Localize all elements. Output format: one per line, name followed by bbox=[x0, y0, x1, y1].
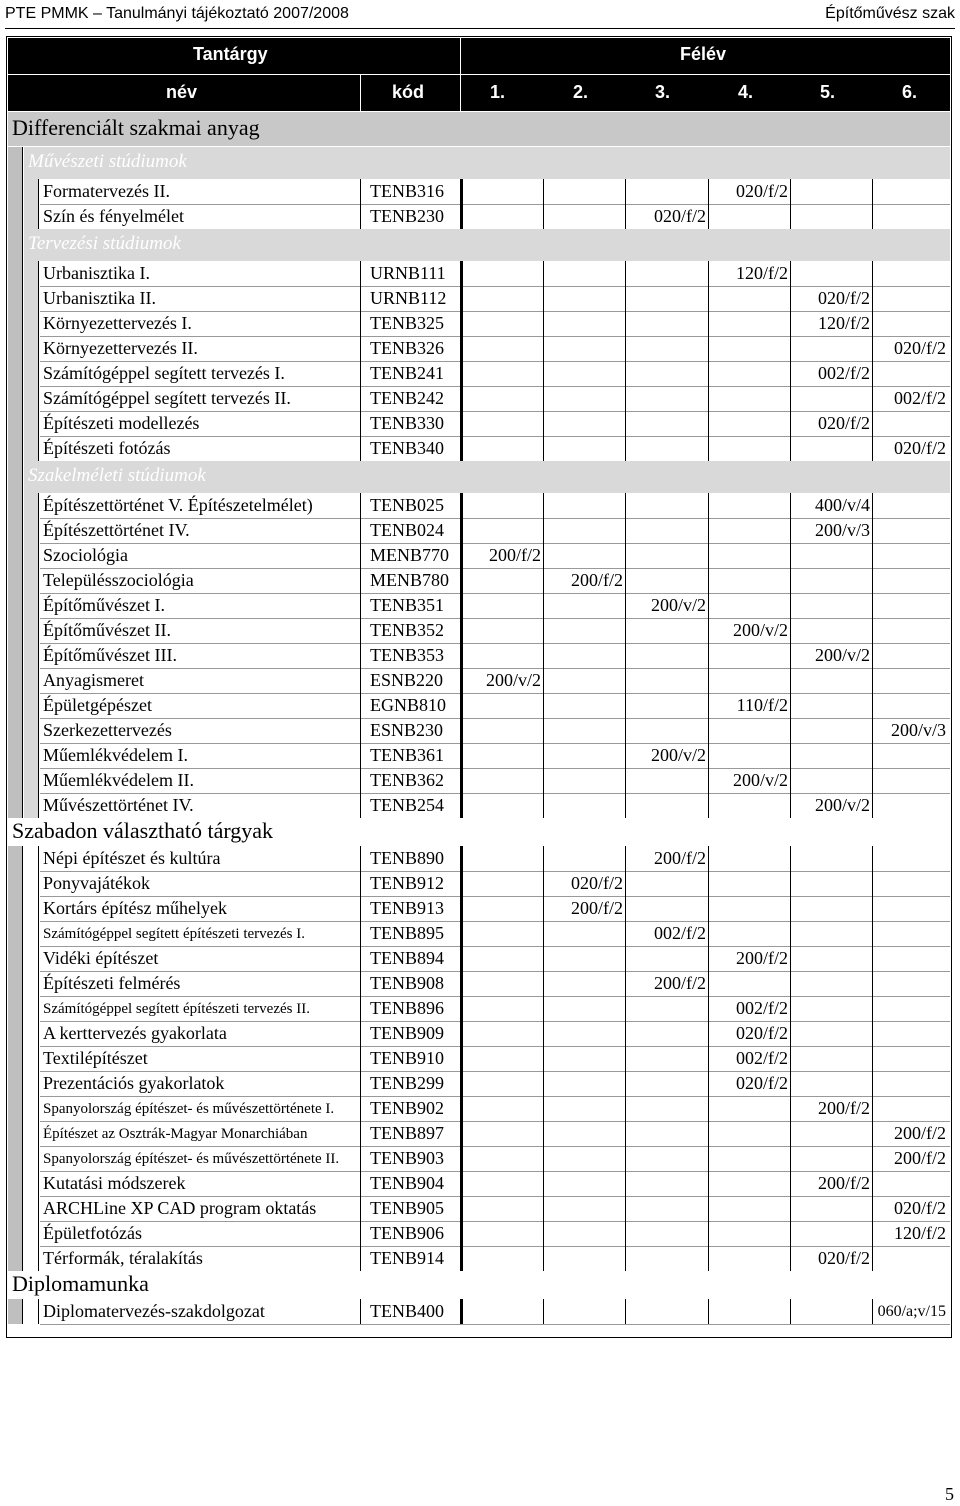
subject-code: MENB780 bbox=[370, 570, 450, 590]
table-row bbox=[40, 1046, 950, 1072]
subject-name: Textilépítészet bbox=[43, 1048, 148, 1068]
row-gutter bbox=[24, 261, 39, 461]
subject-name: Épületfotózás bbox=[43, 1223, 142, 1243]
subject-code: TENB230 bbox=[370, 206, 444, 226]
subject-code: TENB361 bbox=[370, 745, 444, 765]
semester-value: 020/f/2 bbox=[736, 1073, 788, 1093]
semester-value: 200/f/2 bbox=[894, 1123, 946, 1143]
column-divider bbox=[872, 261, 873, 461]
semester-value: 020/f/2 bbox=[736, 1023, 788, 1043]
subject-code: TENB352 bbox=[370, 620, 444, 640]
subject-code: TENB325 bbox=[370, 313, 444, 333]
column-divider bbox=[625, 261, 626, 461]
section-band bbox=[8, 112, 950, 146]
semester-value: 020/f/2 bbox=[818, 1248, 870, 1268]
page-number: 5 bbox=[945, 1484, 954, 1504]
semester-value: 020/f/2 bbox=[736, 181, 788, 201]
table-row bbox=[40, 846, 950, 872]
subject-name: Számítógéppel segített tervezés I. bbox=[43, 363, 285, 383]
subject-code: ESNB230 bbox=[370, 720, 444, 740]
semester-value: 200/f/2 bbox=[894, 1148, 946, 1168]
table-row bbox=[40, 618, 950, 644]
row-gutter bbox=[24, 1299, 39, 1324]
semester-3-heading: 3. bbox=[655, 82, 671, 102]
subject-name: Urbanisztika I. bbox=[43, 263, 150, 283]
semester-value: 002/f/2 bbox=[654, 923, 706, 943]
subject-name: Számítógéppel segített építészeti tervezés I. bbox=[43, 926, 305, 942]
subject-name: Építőművészet I. bbox=[43, 595, 165, 615]
subject-code: TENB908 bbox=[370, 973, 444, 993]
column-divider bbox=[543, 493, 544, 818]
column-divider bbox=[625, 1299, 626, 1324]
column-divider bbox=[790, 493, 791, 818]
table-row bbox=[40, 311, 950, 337]
subject-name: Vidéki építészet bbox=[43, 948, 159, 968]
semester-value: 120/f/2 bbox=[736, 263, 788, 283]
subject-name: Népi építészet és kultúra bbox=[43, 848, 221, 868]
column-divider bbox=[625, 493, 626, 818]
row-gutter bbox=[8, 147, 23, 179]
subject-name: Építészeti felmérés bbox=[43, 973, 181, 993]
column-divider bbox=[543, 179, 544, 229]
subject-code: TENB912 bbox=[370, 873, 444, 893]
subject-name: Diplomatervezés-szakdolgozat bbox=[43, 1301, 265, 1321]
semester-value: 020/f/2 bbox=[818, 413, 870, 433]
subject-name: Településszociológia bbox=[43, 570, 194, 590]
subsection-title: Művészeti stúdiumok bbox=[28, 151, 187, 172]
subject-code: TENB353 bbox=[370, 645, 444, 665]
column-divider bbox=[708, 261, 709, 461]
subject-name: Spanyolország építészet- és művészettörténete I. bbox=[43, 1101, 335, 1117]
semester-4-heading: 4. bbox=[738, 82, 754, 102]
section-band bbox=[8, 1271, 950, 1297]
table-row bbox=[40, 971, 950, 997]
section-title: Differenciált szakmai anyag bbox=[12, 115, 260, 140]
subject-code: TENB914 bbox=[370, 1248, 444, 1268]
table-row bbox=[40, 361, 950, 387]
subject-name: Szerkezettervezés bbox=[43, 720, 172, 740]
table-row bbox=[40, 946, 950, 972]
row-gutter bbox=[8, 179, 23, 229]
column-divider bbox=[460, 846, 463, 1271]
semester-value: 002/f/2 bbox=[736, 1048, 788, 1068]
subject-code: URNB112 bbox=[370, 288, 447, 308]
subject-name: Anyagismeret bbox=[43, 670, 144, 690]
semester-value: 200/v/3 bbox=[814, 520, 870, 540]
subsection-band bbox=[24, 229, 950, 261]
semester-value: 020/f/2 bbox=[571, 873, 623, 893]
semester-value: 200/f/2 bbox=[654, 848, 706, 868]
table-row bbox=[40, 261, 950, 287]
subject-name: Prezentációs gyakorlatok bbox=[43, 1073, 225, 1093]
subject-name: Formatervezés II. bbox=[43, 181, 170, 201]
header-left: PTE PMMK – Tanulmányi tájékoztató 2007/2008 bbox=[5, 5, 349, 22]
table-header-top bbox=[8, 38, 950, 74]
table-row bbox=[40, 593, 950, 619]
subject-code: TENB904 bbox=[370, 1173, 444, 1193]
table-row bbox=[40, 568, 950, 594]
row-gutter bbox=[24, 846, 39, 1271]
semester-value: 002/f/2 bbox=[894, 388, 946, 408]
table-row bbox=[40, 179, 950, 205]
subject-code: TENB905 bbox=[370, 1198, 444, 1218]
subject-name: Szín és fényelmélet bbox=[43, 206, 184, 226]
subject-code: TENB254 bbox=[370, 795, 444, 815]
semester-heading: Félév bbox=[680, 44, 727, 64]
row-gutter bbox=[8, 229, 23, 261]
subject-name: Szociológia bbox=[43, 545, 128, 565]
semester-value: 200/f/2 bbox=[489, 545, 541, 565]
column-divider bbox=[360, 493, 361, 818]
semester-value: 002/f/2 bbox=[736, 998, 788, 1018]
subject-code: TENB316 bbox=[370, 181, 444, 201]
section-band bbox=[8, 818, 950, 844]
table-row bbox=[40, 543, 950, 569]
table-row bbox=[40, 1221, 950, 1247]
semester-value: 110/f/2 bbox=[736, 695, 788, 715]
subject-name: Építészeti modellezés bbox=[43, 413, 200, 433]
table-row bbox=[40, 643, 950, 669]
semester-value: 020/f/2 bbox=[894, 338, 946, 358]
table-row bbox=[40, 1121, 950, 1147]
semester-value: 400/v/4 bbox=[814, 495, 870, 515]
table-row bbox=[40, 386, 950, 412]
semester-value: 200/f/2 bbox=[818, 1098, 870, 1118]
subject-name: Építészettörténet V. Építészetelmélet) bbox=[43, 495, 313, 515]
subject-name: Környezettervezés II. bbox=[43, 338, 198, 358]
semester-value: 200/f/2 bbox=[571, 898, 623, 918]
semester-value: 200/v/2 bbox=[650, 595, 706, 615]
name-heading: név bbox=[166, 82, 198, 102]
subject-name: Építészet az Osztrák-Magyar Monarchiában bbox=[43, 1126, 308, 1142]
column-divider bbox=[360, 179, 361, 229]
header-divider bbox=[360, 75, 361, 111]
row-gutter bbox=[24, 493, 39, 818]
subsection-title: Tervezési stúdiumok bbox=[28, 233, 181, 254]
subject-code: TENB906 bbox=[370, 1223, 444, 1243]
row-gutter bbox=[24, 179, 39, 229]
subject-code: TENB362 bbox=[370, 770, 444, 790]
semester-value: 002/f/2 bbox=[818, 363, 870, 383]
table-row bbox=[40, 1096, 950, 1122]
subsection-title: Szakelméleti stúdiumok bbox=[28, 465, 206, 486]
semester-value: 200/v/2 bbox=[650, 745, 706, 765]
column-divider bbox=[625, 846, 626, 1271]
row-gutter bbox=[8, 1299, 23, 1324]
semester-value: 200/f/2 bbox=[571, 570, 623, 590]
subject-name: Építőművészet III. bbox=[43, 645, 177, 665]
semester-value: 020/f/2 bbox=[818, 288, 870, 308]
subject-code: TENB330 bbox=[370, 413, 444, 433]
subject-code: TENB340 bbox=[370, 438, 444, 458]
semester-value: 200/v/3 bbox=[890, 720, 946, 740]
subsection-band bbox=[24, 461, 950, 493]
subject-name: Műemlékvédelem I. bbox=[43, 745, 188, 765]
subject-name: Urbanisztika II. bbox=[43, 288, 156, 308]
subject-name: Számítógéppel segített tervezés II. bbox=[43, 388, 291, 408]
column-divider bbox=[543, 1299, 544, 1324]
table-header-bottom bbox=[8, 75, 950, 111]
column-divider bbox=[360, 1299, 361, 1324]
column-divider bbox=[543, 261, 544, 461]
table-row bbox=[40, 693, 950, 719]
subject-code: TENB351 bbox=[370, 595, 444, 615]
table-row bbox=[40, 286, 950, 312]
subject-name: Kutatási módszerek bbox=[43, 1173, 186, 1193]
row-gutter bbox=[8, 261, 23, 461]
table-row bbox=[40, 1021, 950, 1047]
header-rule bbox=[5, 28, 955, 29]
subject-code: URNB111 bbox=[370, 263, 446, 283]
subject-name: Épületgépészet bbox=[43, 695, 152, 715]
subject-name: Térformák, téralakítás bbox=[43, 1248, 203, 1268]
subject-name: Műemlékvédelem II. bbox=[43, 770, 194, 790]
subject-name: A kerttervezés gyakorlata bbox=[43, 1023, 227, 1043]
subject-name: Környezettervezés I. bbox=[43, 313, 192, 333]
table-row bbox=[40, 921, 950, 947]
subject-code: TENB896 bbox=[370, 998, 444, 1018]
row-gutter bbox=[8, 846, 23, 1271]
column-divider bbox=[460, 179, 463, 229]
header-divider bbox=[460, 38, 461, 74]
subject-code: TENB909 bbox=[370, 1023, 444, 1043]
column-divider bbox=[872, 846, 873, 1271]
subject-code: TENB400 bbox=[370, 1301, 444, 1321]
table-row bbox=[40, 793, 950, 819]
subject-code: TENB025 bbox=[370, 495, 444, 515]
semester-5-heading: 5. bbox=[820, 82, 836, 102]
table-row bbox=[40, 1246, 950, 1272]
semester-value: 060/a;v/15 bbox=[877, 1303, 946, 1320]
semester-value: 200/v/2 bbox=[732, 770, 788, 790]
subject-code: ESNB220 bbox=[370, 670, 444, 690]
subject-name: Ponyvajátékok bbox=[43, 873, 150, 893]
subject-name: Spanyolország építészet- és művészettörténete II. bbox=[43, 1151, 340, 1167]
subject-code: TENB024 bbox=[370, 520, 444, 540]
table-row bbox=[40, 1196, 950, 1222]
subject-code: TENB910 bbox=[370, 1048, 444, 1068]
column-divider bbox=[460, 261, 463, 461]
subject-heading: Tantárgy bbox=[193, 44, 268, 64]
table-row bbox=[40, 871, 950, 897]
table-row bbox=[40, 668, 950, 694]
subject-code: TENB894 bbox=[370, 948, 444, 968]
semester-value: 200/f/2 bbox=[736, 948, 788, 968]
subject-code: TENB326 bbox=[370, 338, 444, 358]
semester-value: 200/v/2 bbox=[732, 620, 788, 640]
row-gutter bbox=[8, 461, 23, 493]
semester-value: 200/f/2 bbox=[818, 1173, 870, 1193]
semester-value: 020/f/2 bbox=[894, 1198, 946, 1218]
semester-value: 020/f/2 bbox=[654, 206, 706, 226]
subject-code: EGNB810 bbox=[370, 695, 446, 715]
table-row bbox=[40, 1071, 950, 1097]
table-row bbox=[40, 204, 950, 230]
subject-name: Számítógéppel segített építészeti tervezés II. bbox=[43, 1001, 310, 1017]
column-divider bbox=[708, 1299, 709, 1324]
column-divider bbox=[790, 1299, 791, 1324]
column-divider bbox=[360, 846, 361, 1271]
column-divider bbox=[360, 261, 361, 461]
semester-value: 200/f/2 bbox=[654, 973, 706, 993]
row-gutter bbox=[8, 493, 23, 818]
column-divider bbox=[625, 179, 626, 229]
subsection-band bbox=[24, 147, 950, 179]
semester-value: 200/v/2 bbox=[814, 795, 870, 815]
code-heading: kód bbox=[392, 82, 425, 102]
table-row bbox=[40, 996, 950, 1022]
subject-name: Kortárs építész műhelyek bbox=[43, 898, 227, 918]
column-divider bbox=[460, 1299, 463, 1324]
column-divider bbox=[543, 846, 544, 1271]
subject-code: TENB903 bbox=[370, 1148, 444, 1168]
subject-code: TENB890 bbox=[370, 848, 444, 868]
subject-name: Építőművészet II. bbox=[43, 620, 171, 640]
column-divider bbox=[708, 846, 709, 1271]
semester-value: 120/f/2 bbox=[894, 1223, 946, 1243]
table-row bbox=[40, 1299, 950, 1325]
semester-1-heading: 1. bbox=[490, 82, 506, 102]
semester-value: 020/f/2 bbox=[894, 438, 946, 458]
column-divider bbox=[872, 493, 873, 818]
header-right: Építőművész szak bbox=[825, 5, 955, 22]
subject-code: TENB299 bbox=[370, 1073, 444, 1093]
subject-name: Művészettörténet IV. bbox=[43, 795, 194, 815]
subject-code: TENB897 bbox=[370, 1123, 444, 1143]
column-divider bbox=[790, 179, 791, 229]
table-row bbox=[40, 768, 950, 794]
subject-code: TENB895 bbox=[370, 923, 444, 943]
subject-code: TENB902 bbox=[370, 1098, 444, 1118]
subject-code: TENB242 bbox=[370, 388, 444, 408]
table-row bbox=[40, 718, 950, 744]
subject-name: Építészettörténet IV. bbox=[43, 520, 190, 540]
column-divider bbox=[872, 179, 873, 229]
subject-code: TENB913 bbox=[370, 898, 444, 918]
subject-name: Építészeti fotózás bbox=[43, 438, 171, 458]
column-divider bbox=[460, 493, 463, 818]
table-row bbox=[40, 411, 950, 437]
section-title: Diplomamunka bbox=[12, 1271, 149, 1296]
table-row bbox=[40, 493, 950, 519]
table-row bbox=[40, 436, 950, 462]
table-row bbox=[40, 336, 950, 362]
subject-code: MENB770 bbox=[370, 545, 450, 565]
table-row bbox=[40, 1171, 950, 1197]
subject-name: ARCHLine XP CAD program oktatás bbox=[43, 1198, 317, 1218]
semester-2-heading: 2. bbox=[573, 82, 589, 102]
semester-value: 120/f/2 bbox=[818, 313, 870, 333]
column-divider bbox=[790, 261, 791, 461]
semester-value: 200/v/2 bbox=[814, 645, 870, 665]
column-divider bbox=[872, 1299, 873, 1324]
column-divider bbox=[790, 846, 791, 1271]
table-row bbox=[40, 743, 950, 769]
table-row bbox=[40, 1146, 950, 1172]
section-title: Szabadon választható tárgyak bbox=[12, 818, 274, 843]
subject-code: TENB241 bbox=[370, 363, 444, 383]
column-divider bbox=[708, 179, 709, 229]
semester-6-heading: 6. bbox=[902, 82, 918, 102]
semester-value: 200/v/2 bbox=[485, 670, 541, 690]
table-row bbox=[40, 518, 950, 544]
header-divider bbox=[460, 75, 461, 111]
page-header bbox=[5, 5, 955, 25]
table-row bbox=[40, 896, 950, 922]
column-divider bbox=[708, 493, 709, 818]
